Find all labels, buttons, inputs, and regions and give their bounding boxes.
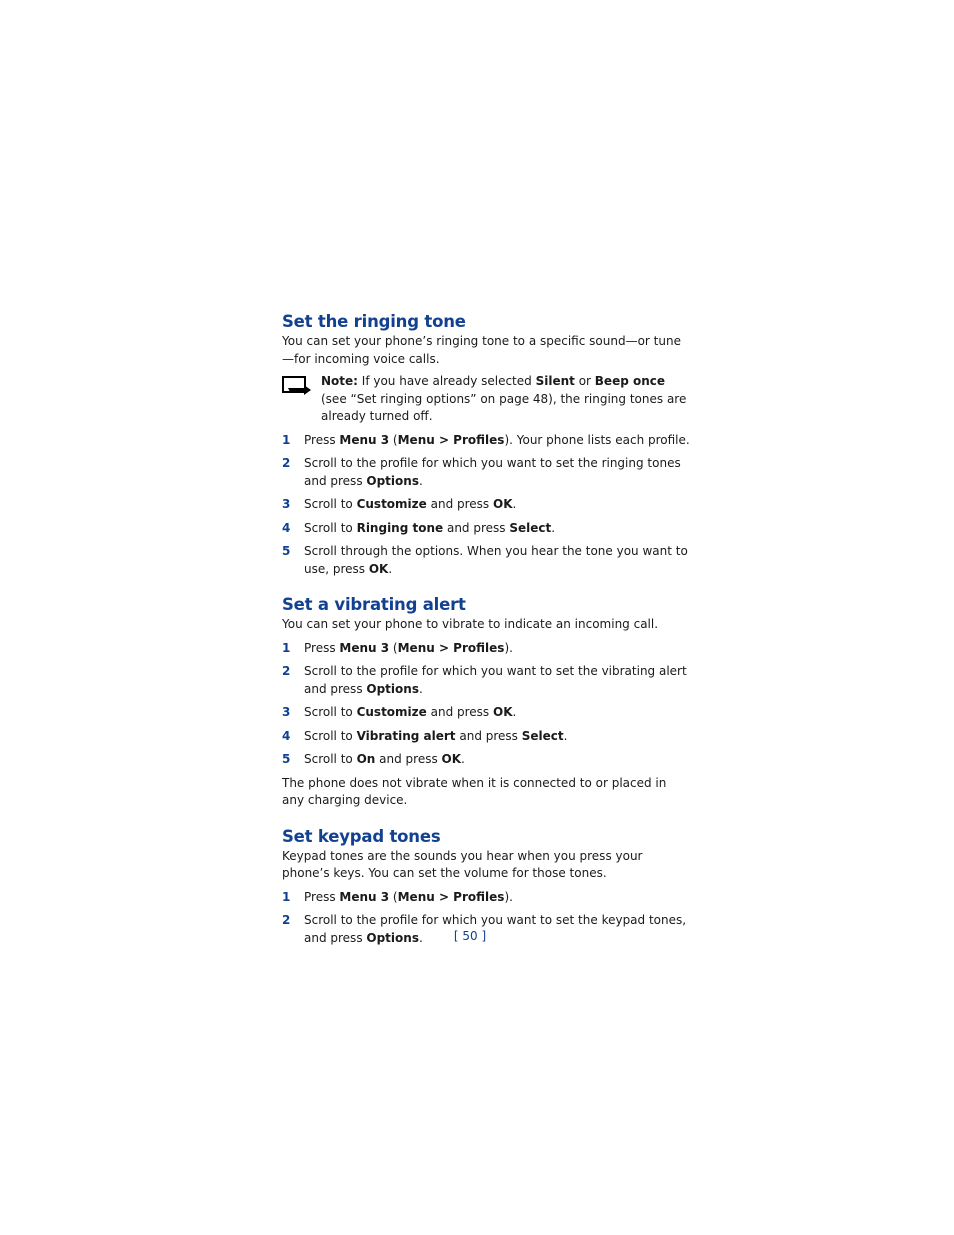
step-number: 1 [282, 889, 291, 904]
step-number: 2 [282, 913, 291, 927]
step-item [282, 704, 692, 722]
step-number: 4 [282, 520, 291, 535]
step-text: Scroll to Customize and press OK. [304, 497, 517, 511]
step-item [282, 640, 692, 658]
step-item [282, 520, 692, 538]
note-hand-icon [282, 376, 313, 398]
note-box [282, 373, 692, 426]
section-intro: You can set your phone’s ringing tone to a specific sound—or tune—for incoming voice calls. [282, 334, 681, 366]
section-vibrating-alert [282, 594, 692, 810]
step-number: 1 [282, 432, 291, 447]
section-ringing-tone [282, 311, 692, 578]
step-item [282, 543, 692, 578]
step-number: 5 [282, 544, 291, 558]
step-item [282, 751, 692, 769]
step-number: 3 [282, 705, 291, 719]
step-number: 4 [282, 728, 291, 743]
step-text: Scroll to the profile for which you want to set the keypad tones, and press Options. [304, 913, 687, 945]
step-number: 3 [282, 497, 291, 511]
section-intro: You can set your phone to vibrate to indicate an incoming call. [282, 617, 659, 631]
section-outro: The phone does not vibrate when it is connected to or placed in any charging device. [282, 775, 667, 807]
step-text: Press Menu 3 (Menu > Profiles). [304, 640, 513, 655]
step-item [282, 889, 692, 907]
step-number: 2 [282, 664, 291, 678]
step-text: Scroll to Ringing tone and press Select. [304, 520, 556, 535]
step-text: Press Menu 3 (Menu > Profiles). Your phone lists each profile. [304, 432, 690, 447]
steps-list [282, 432, 692, 579]
page-number: [ 50 ] [453, 929, 487, 943]
step-text: Scroll to the profile for which you want to set the vibrating alert and press Options. [304, 664, 687, 696]
section-title: Set a vibrating alert [282, 595, 466, 614]
step-number: 5 [282, 752, 291, 766]
step-number: 1 [282, 640, 291, 655]
step-text: Scroll to On and press OK. [304, 752, 465, 766]
step-number: 2 [282, 456, 291, 470]
section-intro: Keypad tones are the sounds you hear when you press your phone’s keys. You can set the volume for those tones. [282, 848, 643, 880]
step-text: Press Menu 3 (Menu > Profiles). [304, 889, 513, 904]
step-text: Scroll to the profile for which you want to set the ringing tones and press Options. [304, 456, 681, 488]
step-item [282, 663, 692, 698]
page-content [282, 311, 692, 953]
step-text: Scroll to Vibrating alert and press Select. [304, 728, 568, 743]
step-item [282, 432, 692, 450]
steps-list [282, 640, 692, 769]
step-item [282, 496, 692, 514]
step-item [282, 728, 692, 746]
step-text: Scroll through the options. When you hear the tone you want to use, press OK. [304, 544, 688, 576]
section-title: Set keypad tones [282, 826, 441, 846]
step-text: Scroll to Customize and press OK. [304, 705, 517, 719]
section-title: Set the ringing tone [282, 312, 466, 331]
step-item [282, 455, 692, 490]
note-text: Note: If you have already selected Silent or Beep once (see “Set ringing options” on page 48), the ringing tones are already turned off. [321, 374, 687, 423]
